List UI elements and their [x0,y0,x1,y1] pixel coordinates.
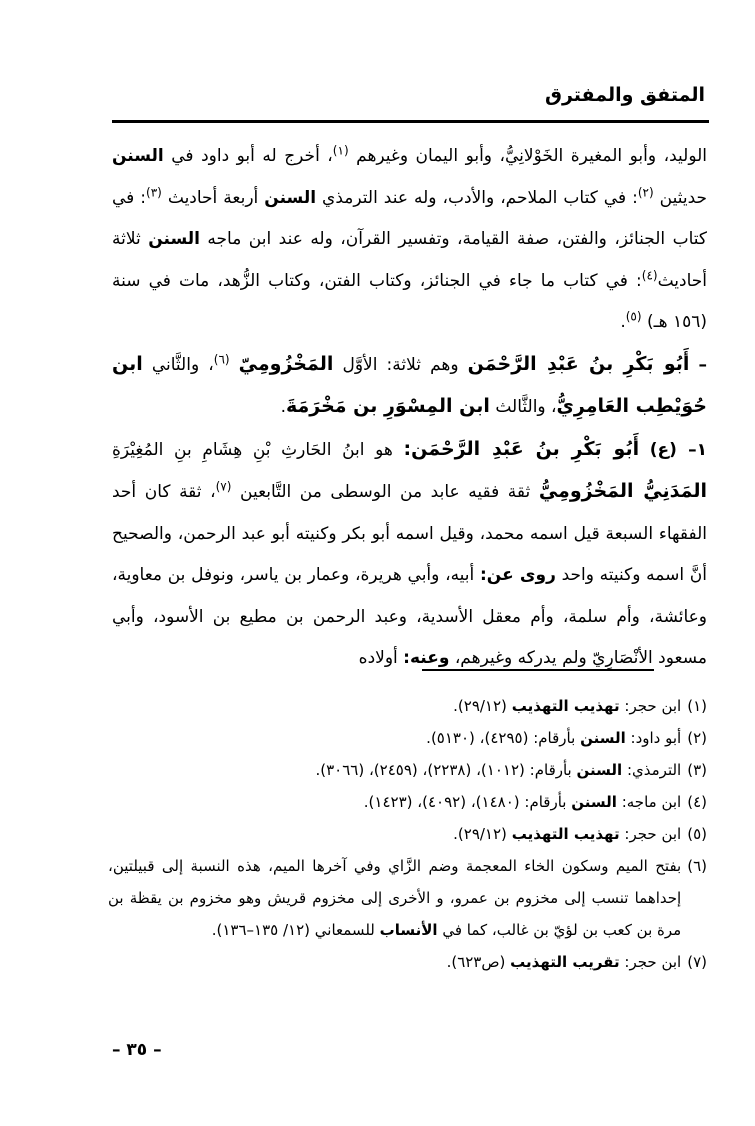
footnote-4 [108,786,707,818]
footnote-text [108,850,681,946]
text-run: ابن ماجه: [621,793,682,811]
text-run: : في كتاب ما جاء في الجنائز، وكتاب الفتن، وكتاب الزُّهد، مات في سنة (١٥٦ هـ) [112,270,707,332]
text-run: أولاده [358,648,398,668]
text-run: : في كتاب الجنائز، والفتن، صفة القيامة، وتفسير القرآن، وله عند ابن ماجه [112,187,707,249]
footnote-text [108,818,681,850]
text-run: حديثين [659,187,708,208]
footnote-ref[interactable]: (١) [332,143,349,158]
book-title: الأنساب [379,921,438,939]
footnote-1 [108,690,707,722]
text-run: أبيه، وأبي هريرة، وعمار بن ياسر، ونوفل بن معاوية، وعائشة، وأم سلمة، وأم معقل الأسدية، وعبد الرحمن بن مطيع بن الأسود، وأبي مسعود الأنْصَارِيّ ولم يدركه وغيرهم، [112,565,707,668]
person-nisba: المَدَنِيُّ المَخْزُومِيُّ [538,480,708,502]
text-run: ، والثَّاني [151,354,214,375]
text-run: للسمعاني (١٢/ ١٣٥–١٣٦). [211,921,375,939]
entry-number: ١– (ع) [649,439,707,460]
paragraph-2 [112,344,707,429]
footnote-ref[interactable]: (٤) [641,267,658,282]
footnote-ref[interactable]: (٦) [213,351,230,366]
text-run: ابن حجر: [624,953,682,971]
footnote-number: (١) [687,697,707,715]
paragraph-1 [112,136,707,344]
text-run: (ص٦٢٣). [446,953,506,971]
text-run: (٢٩/١٢). [453,697,507,715]
text-run: الترمذي: [626,761,682,779]
text-run: ، أخرج له أبو داود في [171,146,333,166]
footnote-6 [108,850,707,946]
footnote-5 [108,818,707,850]
text-run: . [280,397,286,417]
book-title: تهذيب التهذيب [511,825,620,843]
text-run: ، والثَّالث [495,397,557,417]
footnote-ref[interactable]: (٣) [146,184,162,199]
person-name: ابن المِسْوَرِ بن مَخْرَمَةَ [285,395,490,417]
narrated-from-label: روى عن: [479,565,556,585]
footnote-text [108,754,681,786]
footnote-text [108,946,681,978]
book-title: السنن [571,793,617,811]
text-run: الوليد، وأبو المغيرة الخَوْلانِيُّ، وأبو اليمان وغيرهم [356,146,707,166]
book-title: تهذيب التهذيب [511,697,620,715]
text-run: أربعة أحاديث [167,187,259,208]
book-title: السنن [580,729,626,747]
text-run: ابن حجر: [624,825,682,843]
footnote-2 [108,722,707,754]
running-header-title: المتفق والمفترق [545,84,705,106]
text-run: : في كتاب الملاحم، والأدب، وله عند الترمذي [322,187,638,208]
narrators-label: وعنه: [403,648,450,668]
text-run: بأرقام: (٤٢٩٥)، (٥١٣٠). [426,729,576,747]
book-title: تقريب التهذيب [510,953,620,971]
text-run: هو ابنُ الحَارثِ بْنِ هِشَامِ بنِ المُغِيْرَةِ [112,439,393,460]
footnote-number: (٦) [687,857,707,875]
footnote-number: (٧) [687,953,707,971]
footnote-number: (٢) [687,729,707,747]
text-run: ثلاثة أحاديث [112,229,707,291]
footnote-text [108,722,681,754]
footnote-text [108,786,681,818]
paragraph-3 [112,429,707,680]
text-run: ابن حجر: [624,697,682,715]
footnote-7 [108,946,707,978]
text-run: بفتح الميم وسكون الخاء المعجمة وضم الزَّاي وفي آخرها الميم، هذه النسبة إلى قبيلتين، إحداهما تنسب إلى مخزوم بن عمرو، و الأخرى إلى مخزوم قريش وهو مخزوم بن يقظة بن مرة بن كعب بن لؤيّ بن غالب، كما في [108,857,682,939]
footnote-number: (٣) [687,761,707,779]
footnote-3 [108,754,707,786]
text-run: بأرقام: (١٠١٢)، (٢٢٣٨)، (٢٤٥٩)، (٣٠٦٦). [315,761,572,779]
footnote-number: (٥) [687,825,707,843]
book-title: السنن [148,229,200,249]
person-name: ابن حُوَيْطِب العَامِرِيُّ [112,352,707,417]
text-run: . [620,312,626,332]
entry-name: أَبُو بَكْرِ بنُ عَبْدِ الرَّحْمَن: [403,437,640,460]
header-divider [112,120,709,123]
entry-name: أَبُو بَكْرِ بنُ عَبْدِ الرَّحْمَن [467,352,690,375]
text-run: ، ثقة كان أحد الفقهاء السبعة قيل اسمه محمد، وقيل اسمه أبو بكر وكنيته أبو عبد الرحمن، والصحيح أنَّ اسمه وكنيته واحد [112,482,708,585]
footnotes [108,690,707,978]
text-run: بأرقام: (١٤٨٠)، (٤٠٩٢)، (١٤٢٣). [363,793,567,811]
book-title: السنن [112,146,164,166]
text-run: أبو داود: [630,729,682,747]
footnote-divider [422,669,654,671]
footnote-ref[interactable]: (٧) [215,479,232,494]
book-title: السنن [264,187,317,208]
person-name: المَخْزُومِيّ [238,352,334,375]
footnote-number: (٤) [687,793,707,811]
book-title: السنن [576,761,623,779]
footnote-ref[interactable]: (٢) [637,184,654,199]
entry-dash: – [698,354,707,375]
footnote-text [108,690,681,722]
footnote-ref[interactable]: (٥) [625,309,642,324]
page-number: – ٣٥ – [112,1040,162,1060]
text-run: (٢٩/١٢). [453,825,507,843]
text-run: ثقة فقيه عابد من الوسطى من التَّابعين [240,482,531,502]
main-text [112,136,707,680]
text-run: وهم ثلاثة: الأوَّل [342,354,459,375]
